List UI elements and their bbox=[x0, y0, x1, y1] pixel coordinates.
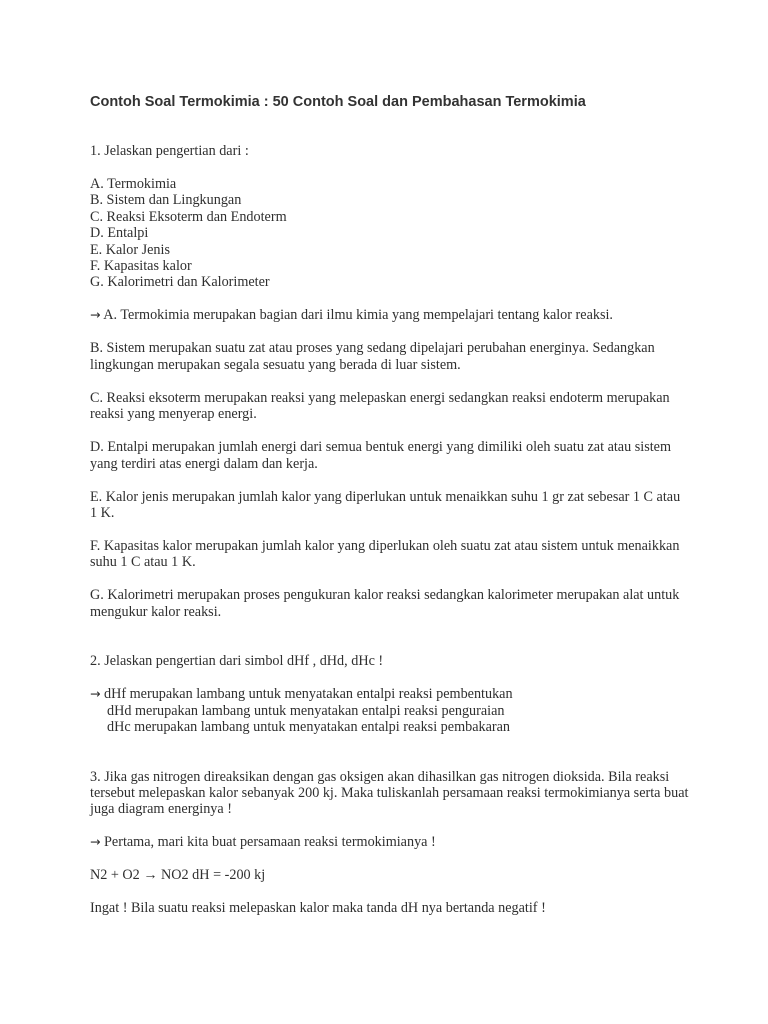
document-body bbox=[90, 143, 690, 917]
question-2: 2. Jelaskan pengertian dari simbol dHf , dHd, dHc ! bbox=[90, 653, 384, 670]
document-page bbox=[90, 93, 690, 933]
page-title: Contoh Soal Termokimia : 50 Contoh Soal dan Pembahasan Termokimia bbox=[90, 94, 586, 110]
answer-3-intro bbox=[90, 834, 690, 850]
answer-line: dHd merupakan lambang untuk menyatakan entalpi reaksi penguraian bbox=[107, 702, 505, 719]
option-item: G. Kalorimetri dan Kalorimeter bbox=[90, 274, 270, 291]
answer-text: A. Termokimia merupakan bagian dari ilmu kimia yang mempelajari tentang kalor reaksi. bbox=[103, 307, 613, 324]
question-1: 1. Jelaskan pengertian dari : bbox=[90, 143, 249, 159]
option-item: C. Reaksi Eksoterm dan Endoterm bbox=[90, 208, 287, 225]
question-1-options bbox=[90, 176, 690, 291]
answer-1b: B. Sistem merupakan suatu zat atau proses yang sedang dipelajari perubahan energinya. Sedangkan lingkungan merupakan segala sesuatu yang berada di luar sistem. bbox=[90, 340, 655, 373]
option-item: F. Kapasitas kalor bbox=[90, 258, 192, 275]
option-item: E. Kalor Jenis bbox=[90, 241, 170, 258]
option-item: D. Entalpi bbox=[90, 225, 149, 242]
answer-1a bbox=[90, 307, 690, 323]
answer-1d: D. Entalpi merupakan jumlah energi dari semua bentuk energi yang dimiliki oleh suatu zat atau sistem yang terdiri atas energi dalam dan kerja. bbox=[90, 439, 672, 472]
answer-2 bbox=[90, 686, 690, 735]
arrow-right-icon: → bbox=[90, 686, 101, 702]
answer-3-note: Ingat ! Bila suatu reaksi melepaskan kalor maka tanda dH nya bertanda negatif ! bbox=[90, 900, 546, 917]
arrow-right-icon: → bbox=[90, 307, 101, 323]
answer-1g: G. Kalorimetri merupakan proses pengukuran kalor reaksi sedangkan kalorimeter merupakan alat untuk mengukur kalor reaksi. bbox=[90, 587, 680, 620]
arrow-right-icon: → bbox=[90, 834, 101, 850]
reaction-equation: N2 + O2 → NO2 dH = -200 kj bbox=[90, 867, 266, 884]
answer-1f: F. Kapasitas kalor merupakan jumlah kalor yang diperlukan oleh suatu zat atau sistem untuk menaikkan suhu 1 C atau 1 K. bbox=[90, 538, 680, 571]
answer-1c: C. Reaksi eksoterm merupakan reaksi yang melepaskan energi sedangkan reaksi endoterm merupakan reaksi yang menyerap energi. bbox=[90, 389, 670, 423]
answer-line: dHc merupakan lambang untuk menyatakan entalpi reaksi pembakaran bbox=[107, 719, 511, 736]
answer-text: Pertama, mari kita buat persamaan reaksi termokimianya ! bbox=[104, 834, 436, 851]
answer-line bbox=[90, 686, 690, 702]
answer-1e: E. Kalor jenis merupakan jumlah kalor yang diperlukan untuk menaikkan suhu 1 gr zat sebesar 1 C atau 1 K. bbox=[90, 488, 681, 522]
question-3: 3. Jika gas nitrogen direaksikan dengan gas oksigen akan dihasilkan gas nitrogen dioksida. Bila reaksi tersebut melepaskan kalor sebanyak 200 kj. Maka tuliskanlah persamaan reaksi termokimianya serta buat juga diagram energinya ! bbox=[90, 768, 689, 818]
answer-text: dHf merupakan lambang untuk menyatakan entalpi reaksi pembentukan bbox=[104, 686, 513, 703]
option-item: B. Sistem dan Lingkungan bbox=[90, 192, 242, 209]
option-item: A. Termokimia bbox=[90, 176, 177, 192]
